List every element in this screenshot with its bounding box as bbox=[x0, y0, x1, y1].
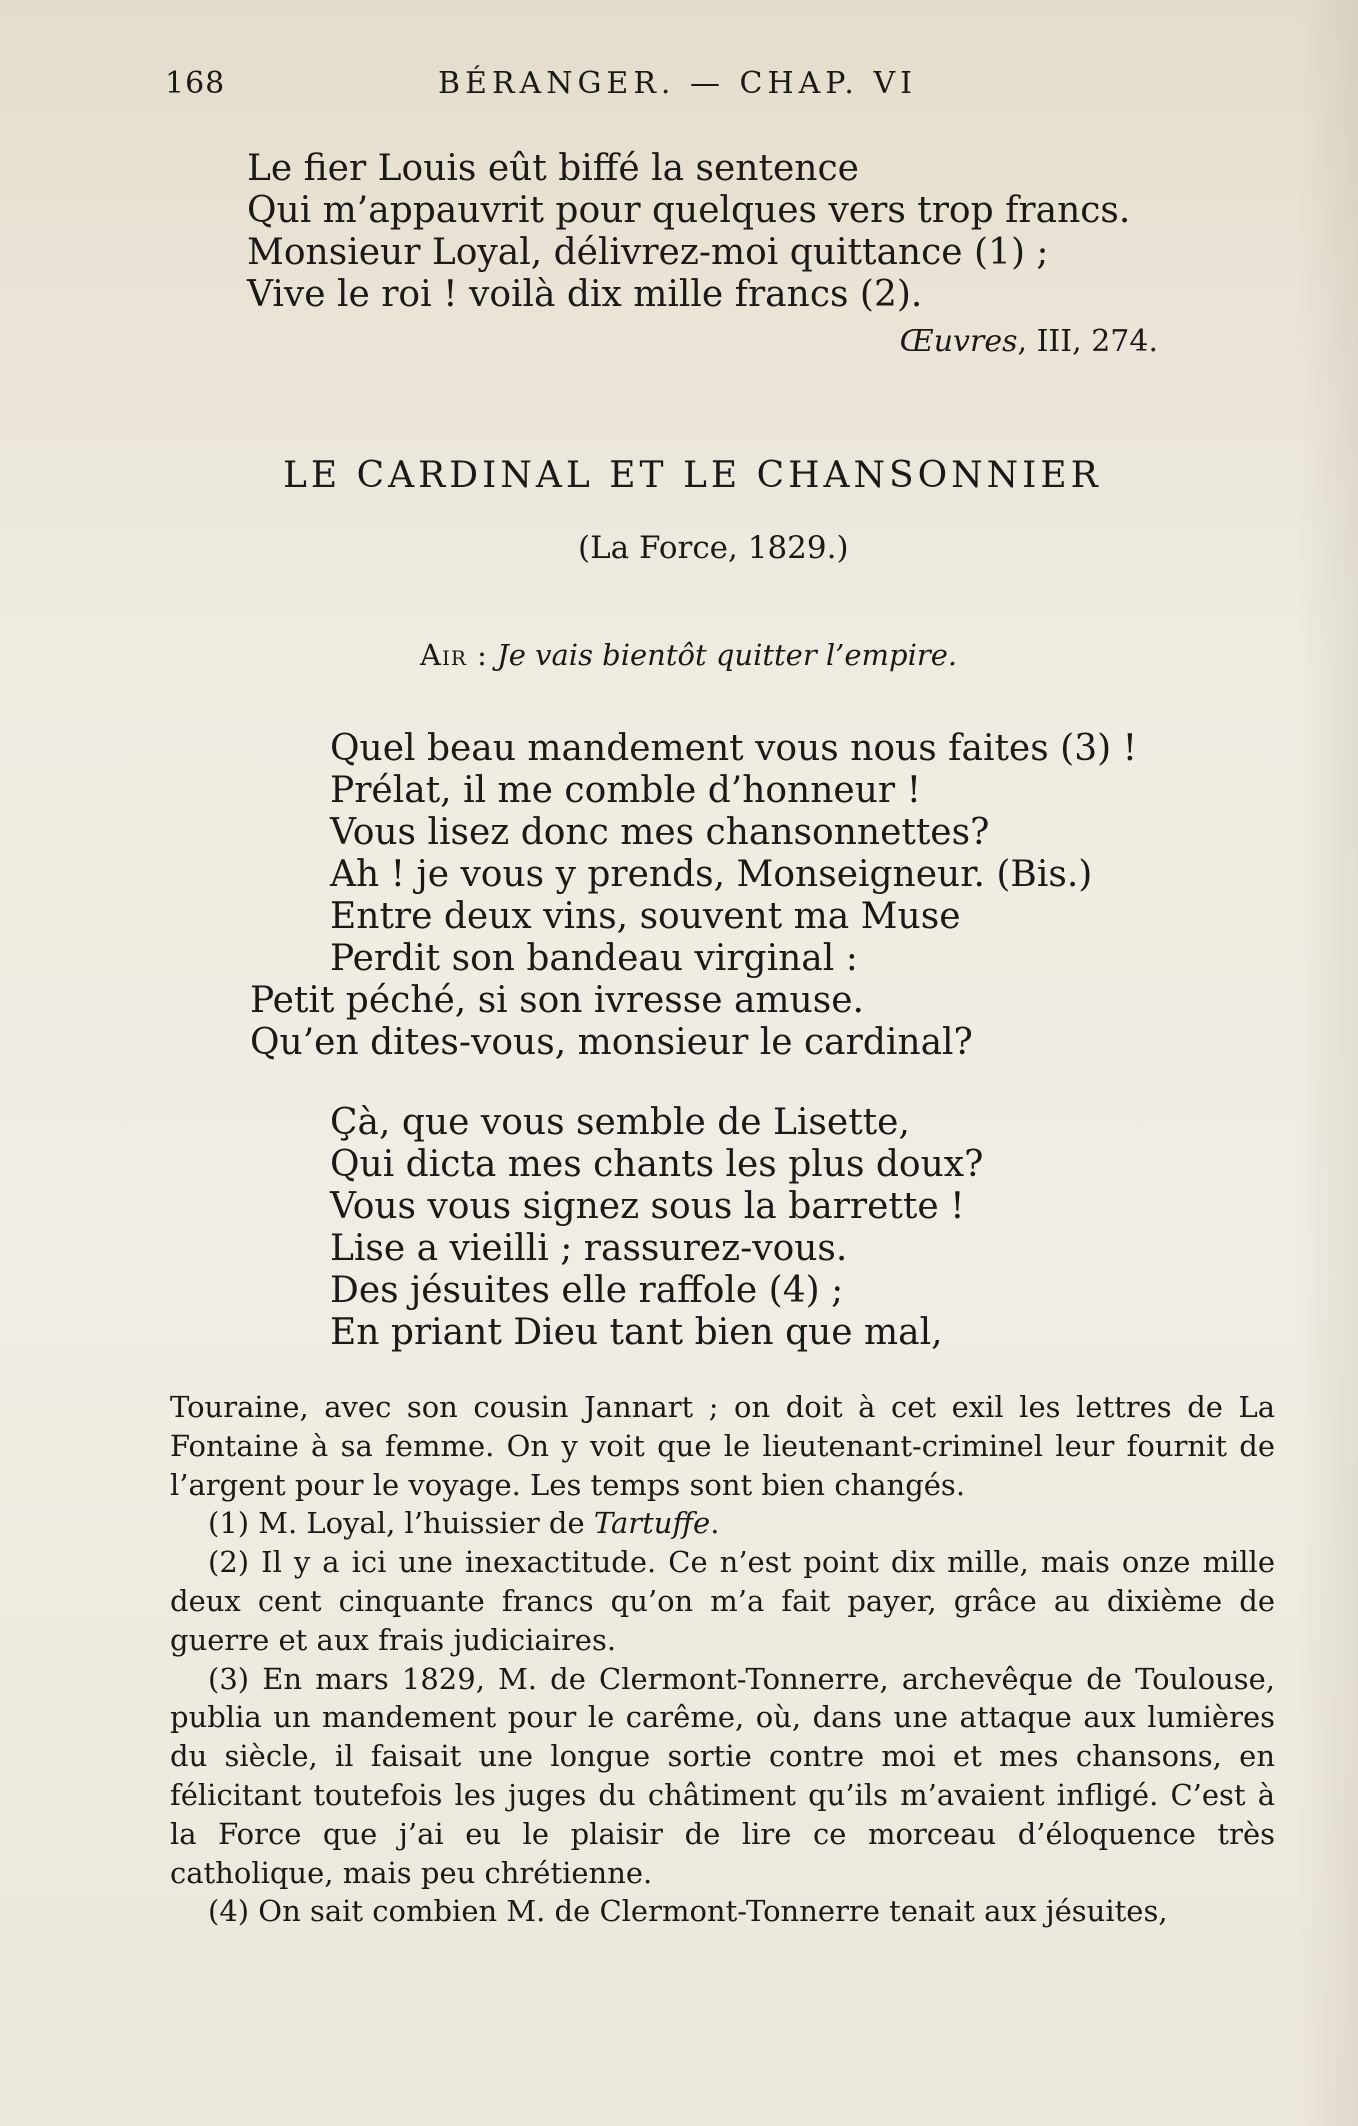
verse-line: Vous lisez donc mes chansonnettes? bbox=[330, 812, 990, 853]
footnote-continuation: Touraine, avec son cousin Jannart ; on doit à cet exil les lettres de La Fontaine à sa femme. On y voit que le lieutenant-criminel leur fournit de l’argent pour le voyage. Les temps sont bien changés. bbox=[170, 1390, 1275, 1502]
source-reference bbox=[900, 324, 1158, 359]
reference-location: , III, 274. bbox=[1017, 324, 1158, 359]
page-header bbox=[165, 66, 1005, 110]
verse-line: Petit péché, si son ivresse amuse. bbox=[250, 980, 864, 1021]
poem-title: LE CARDINAL ET LE CHANSONNIER bbox=[283, 455, 1102, 496]
verse-line: Monsieur Loyal, délivrez-moi quittance (1) ; bbox=[247, 232, 1049, 273]
air-title: Je vais bientôt quitter l’empire. bbox=[497, 638, 958, 672]
footnote-3: (3) En mars 1829, M. de Clermont-Tonnerre, archevêque de Toulouse, publia un mandement pour le carême, où, dans une attaque aux lumières du siècle, il faisait une longue sortie contre moi et mes chansons, en félicitant toutefois les juges du châtiment qu’ils m’avaient infligé. C’est à la Force que j’ai eu le plaisir de lire ce morceau d’éloquence très catholique, mais peu chrétienne. bbox=[170, 1661, 1275, 1890]
air-label: Air : bbox=[420, 638, 488, 672]
verse-line: Entre deux vins, souvent ma Muse bbox=[330, 896, 961, 937]
footnote-1-end: . bbox=[710, 1506, 720, 1541]
verse-line: Prélat, il me comble d’honneur ! bbox=[330, 770, 922, 811]
verse-line: Ah ! je vous y prends, Monseigneur. (Bis.) bbox=[330, 854, 1093, 895]
verse-line: Des jésuites elle raffole (4) ; bbox=[330, 1270, 844, 1311]
verse-line: Qui m’appauvrit pour quelques vers trop francs. bbox=[247, 190, 1131, 231]
verse-line: Vive le roi ! voilà dix mille francs (2). bbox=[247, 274, 923, 315]
verse-line: Le fier Louis eût biffé la sentence bbox=[247, 148, 859, 189]
page-number: 168 bbox=[165, 66, 226, 101]
reference-work: Œuvres bbox=[899, 324, 1018, 359]
poem-subtitle: (La Force, 1829.) bbox=[578, 530, 849, 566]
footnote-1-work: Tartuffe bbox=[593, 1506, 711, 1541]
verse-line: Çà, que vous semble de Lisette, bbox=[330, 1102, 910, 1143]
verse-line: Perdit son bandeau virginal : bbox=[330, 938, 858, 979]
verse-line: Vous vous signez sous la barrette ! bbox=[330, 1186, 965, 1227]
verse-line: Lise a vieilli ; rassurez-vous. bbox=[330, 1228, 848, 1269]
verse-line: Quel beau mandement vous nous faites (3) ! bbox=[330, 728, 1138, 769]
footnote-2: (2) Il y a ici une inexactitude. Ce n’est point dix mille, mais onze mille deux cent cinquante francs qu’on m’a fait payer, grâce au dixième de guerre et aux frais judiciaires. bbox=[170, 1545, 1275, 1657]
footnote-4: (4) On sait combien M. de Clermont-Tonnerre tenait aux jésuites, bbox=[208, 1894, 1168, 1929]
verse-line: Qui dicta mes chants les plus doux? bbox=[330, 1144, 984, 1185]
footnotes bbox=[170, 1388, 1275, 1931]
verse-line: Qu’en dites-vous, monsieur le cardinal? bbox=[250, 1022, 973, 1063]
footnote-1 bbox=[170, 1504, 1275, 1543]
footnote-1-text: (1) M. Loyal, l’huissier de bbox=[208, 1506, 594, 1541]
verse-line: En priant Dieu tant bien que mal, bbox=[330, 1312, 943, 1353]
running-head: BÉRANGER. — CHAP. VI bbox=[438, 66, 917, 101]
air-line bbox=[420, 638, 957, 672]
